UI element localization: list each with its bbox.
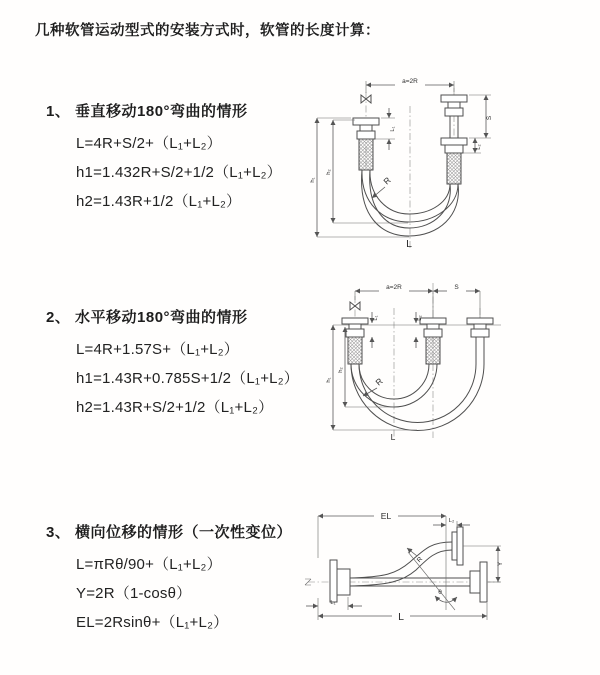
right-flange-lower xyxy=(441,138,467,153)
dim-label-s: S xyxy=(454,284,459,291)
formula-h2: h2=1.43R+1/2（L₁+L₂） xyxy=(76,193,242,210)
top-flange-displaced xyxy=(452,527,463,565)
formula-L: L=πRθ/90+（L₁+L₂） xyxy=(76,556,222,573)
right-flange-original xyxy=(470,562,487,602)
section-2-heading: 2、 水平移动180°弯曲的情形 xyxy=(46,309,248,326)
formula-h1: h1=1.43R+0.785S+1/2（L₁+L₂） xyxy=(76,370,299,387)
formula-Y: Y=2R（1-cosθ） xyxy=(76,585,192,602)
u-bend-hose xyxy=(351,364,484,431)
right-flange-upper xyxy=(441,95,467,116)
diagram-horizontal-180-bend xyxy=(305,280,595,455)
formula-L: L=4R+S/2+（L₁+L₂） xyxy=(76,135,222,152)
dim-label-l1: L₁ xyxy=(373,315,379,321)
diagram-vertical-180-bend xyxy=(305,68,595,263)
length-label: L xyxy=(406,238,412,250)
page-title: 几种软管运动型式的安装方式时，软管的长度计算： xyxy=(35,23,380,39)
left-flange xyxy=(330,560,350,602)
dim-label-a2r: a=2R xyxy=(386,284,402,291)
radius-label: R xyxy=(373,375,385,388)
dim-label-h2: h₂ xyxy=(326,169,332,175)
length-label: L xyxy=(390,432,396,442)
dim-label-a2r: a=2R xyxy=(402,78,418,85)
dim-label-h2: h₂ xyxy=(338,367,344,373)
dim-label-l1: L₁ xyxy=(390,126,396,132)
dim-label-l1: L₁ xyxy=(330,600,336,606)
length-label: L xyxy=(398,611,404,623)
left-flange xyxy=(353,118,379,139)
formula-h2: h2=1.43R+S/2+1/2（L₁+L₂） xyxy=(76,399,274,416)
moving-flange-position-1 xyxy=(420,318,446,337)
angle-reference-line xyxy=(408,552,455,610)
braided-hose-section xyxy=(426,337,440,364)
section-vertical-movement xyxy=(46,100,282,216)
dim-label-h1: h₁ xyxy=(310,177,316,183)
hose-displaced-position xyxy=(350,542,452,586)
diagram-lateral-displacement xyxy=(300,498,600,638)
section-1-formulas xyxy=(76,129,282,216)
moving-flange-position-2 xyxy=(467,318,493,337)
braided-hose-section xyxy=(348,337,362,364)
dim-label-h1: h₁ xyxy=(326,377,332,383)
dim-label-s: S xyxy=(486,115,493,121)
dim-label-l2: L₂ xyxy=(417,315,423,321)
braided-hose-section xyxy=(447,153,461,184)
formula-h1: h1=1.432R+S/2+1/2（L₁+L₂） xyxy=(76,164,282,181)
braided-hose-section xyxy=(359,139,373,170)
section-3-formulas xyxy=(76,550,292,637)
dim-label-el: EL xyxy=(380,511,392,521)
dim-label-y: Y xyxy=(497,561,504,567)
angle-label: θ xyxy=(438,589,442,596)
radius-label: R xyxy=(415,555,425,565)
section-3-heading: 3、 横向位移的情形（一次性变位） xyxy=(46,524,293,541)
section-2-formulas xyxy=(76,335,299,422)
section-1-heading: 1、 垂直移动180°弯曲的情形 xyxy=(46,103,248,120)
formula-EL: EL=2Rsinθ+（L₁+L₂） xyxy=(76,614,229,631)
formula-L: L=4R+1.57S+（L₁+L₂） xyxy=(76,341,239,358)
dim-label-l2: L₂ xyxy=(476,144,482,150)
valve-icon xyxy=(350,302,360,310)
fixed-flange xyxy=(342,318,368,337)
dim-label-l2: L₂ xyxy=(448,518,455,524)
radius-label: R xyxy=(381,175,393,187)
section-horizontal-movement xyxy=(46,306,299,422)
section-lateral-displacement xyxy=(46,521,292,637)
